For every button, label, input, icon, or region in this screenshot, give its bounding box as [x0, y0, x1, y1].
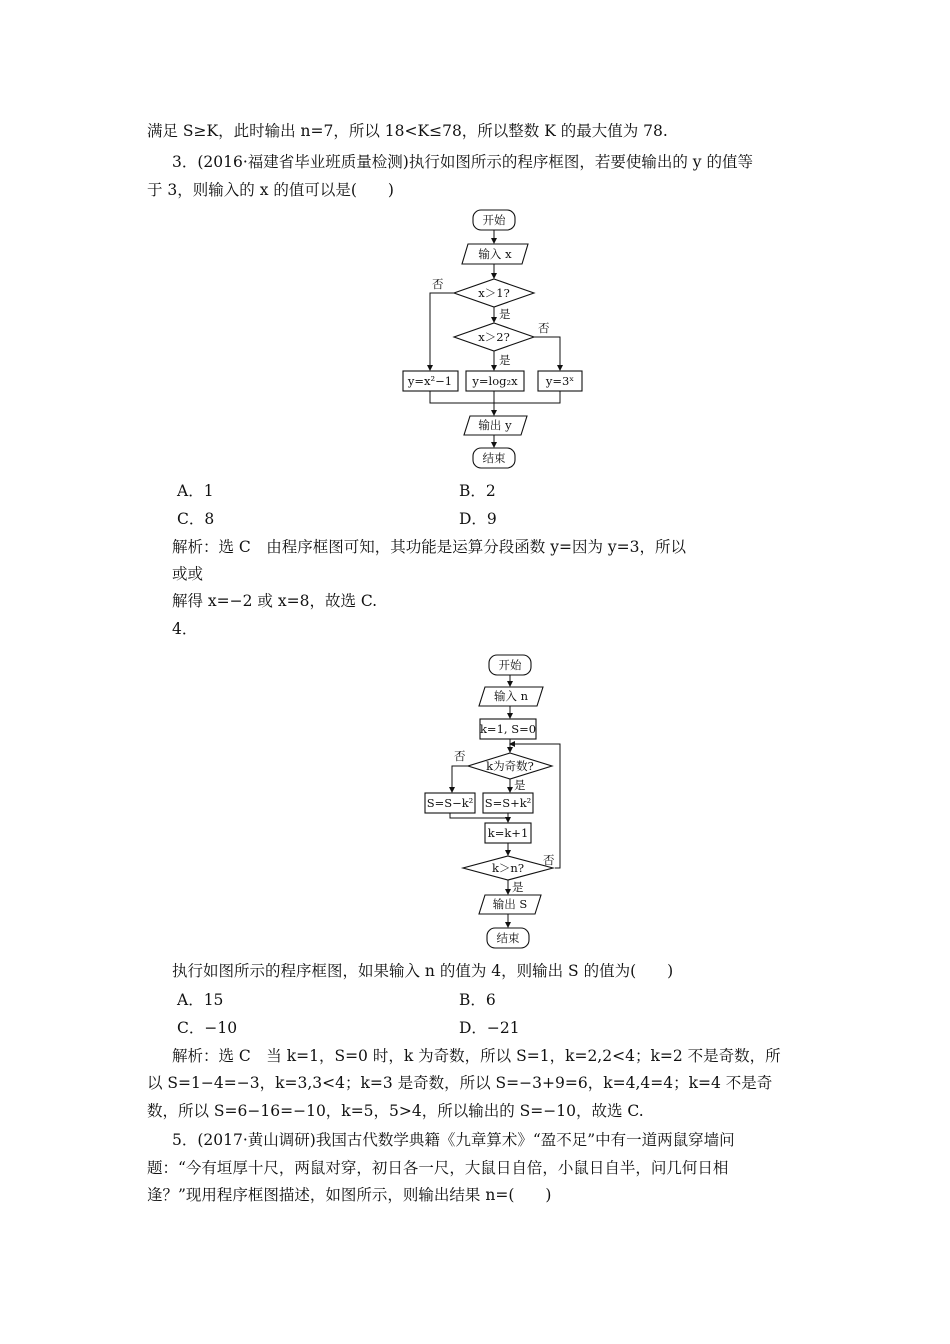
q3-option-d: D．9: [459, 510, 497, 528]
q3-stem-line1: 3．(2016·福建省毕业班质量检测)执行如图所示的程序框图，若要使输出的 y 的值等: [172, 153, 753, 171]
q4-solution-line1: 解析：选 C 当 k=1，S=0 时，k 为奇数，所以 S=1，k=2,2<4；k=2 不是奇数，所: [172, 1047, 781, 1065]
yes2-2-label: 是: [512, 880, 524, 894]
q5-stem-line2: 题：“今有垣厚十尺，两鼠对穿，初日各一尺，大鼠日自倍，小鼠日自半，问几何日相: [147, 1159, 729, 1177]
q3-solution-line1: 解析：选 C 由程序框图可知，其功能是运算分段函数 y=因为 y=3，所以: [172, 538, 686, 556]
no2-2-label: 否: [543, 853, 555, 867]
cond2-2-label: k＞n?: [491, 861, 525, 875]
q4-flowchart: [418, 650, 573, 955]
q3-option-c: C．8: [177, 510, 215, 528]
q3-solution-line3: 解得 x=−2 或 x=8，故选 C.: [172, 592, 378, 610]
yes1-2-label: 是: [514, 778, 526, 792]
input2-label: 输入 n: [493, 689, 529, 703]
end2-label: 结束: [496, 931, 520, 945]
box-right-label: y=3ˣ: [545, 374, 575, 388]
q4-stem: 执行如图所示的程序框图，如果输入 n 的值为 4，则输出 S 的值为( ): [172, 962, 674, 980]
q4-option-d: D．−21: [459, 1019, 520, 1037]
init-label: k=1, S=0: [479, 722, 537, 736]
q5-stem-line3: 逢？”现用程序框图描述，如图所示，则输出结果 n=( ): [147, 1186, 552, 1204]
prev-solution-tail: 满足 S≥K，此时输出 n=7，所以 18<K≤78，所以整数 K 的最大值为 78.: [147, 122, 668, 140]
start2-label: 开始: [498, 658, 522, 672]
cond2-label: x＞2?: [478, 330, 510, 344]
input-label: 输入 x: [478, 247, 512, 261]
output2-label: 输出 S: [492, 897, 528, 911]
q4-solution-line2: 以 S=1−4=−3，k=3,3<4；k=3 是奇数，所以 S=−3+9=6，k=4,4=4；k=4 不是奇: [147, 1074, 773, 1092]
q3-flowchart: [395, 205, 585, 475]
q4-option-c: C．−10: [177, 1019, 238, 1037]
q5-stem-line1: 5．(2017·黄山调研)我国古代数学典籍《九章算术》“盈不足”中有一道两鼠穿墙问: [172, 1131, 735, 1149]
q4-number: 4．: [172, 620, 198, 638]
q4-solution-line3: 数，所以 S=6−16=−10，k=5，5>4，所以输出的 S=−10，故选 C.: [147, 1102, 644, 1120]
box-left-label: y=x²−1: [407, 374, 453, 388]
q4-option-a: A．15: [177, 991, 224, 1009]
cond1-2-label: k为奇数?: [486, 759, 534, 773]
box-right-2-label: S=S+k²: [484, 796, 532, 810]
end-label: 结束: [482, 451, 506, 465]
output-label: 输出 y: [478, 418, 512, 432]
step-label: k=k+1: [487, 826, 529, 840]
start-label: 开始: [482, 213, 506, 227]
no1-label: 否: [432, 277, 444, 291]
q3-stem-line2: 于 3，则输入的 x 的值可以是( ): [147, 181, 394, 199]
cond1-label: x＞1?: [478, 286, 510, 300]
no1-2-label: 否: [454, 749, 466, 763]
no2-label: 否: [538, 321, 550, 335]
q3-option-b: B．2: [459, 482, 496, 500]
box-left-2-label: S=S−k²: [426, 796, 474, 810]
q4-option-b: B．6: [459, 991, 496, 1009]
yes1-label: 是: [499, 307, 511, 321]
q3-solution-line2: 或或: [172, 565, 204, 583]
q3-option-a: A．1: [177, 482, 214, 500]
box-mid-label: y=log₂x: [472, 374, 518, 388]
yes2-label: 是: [499, 353, 511, 367]
